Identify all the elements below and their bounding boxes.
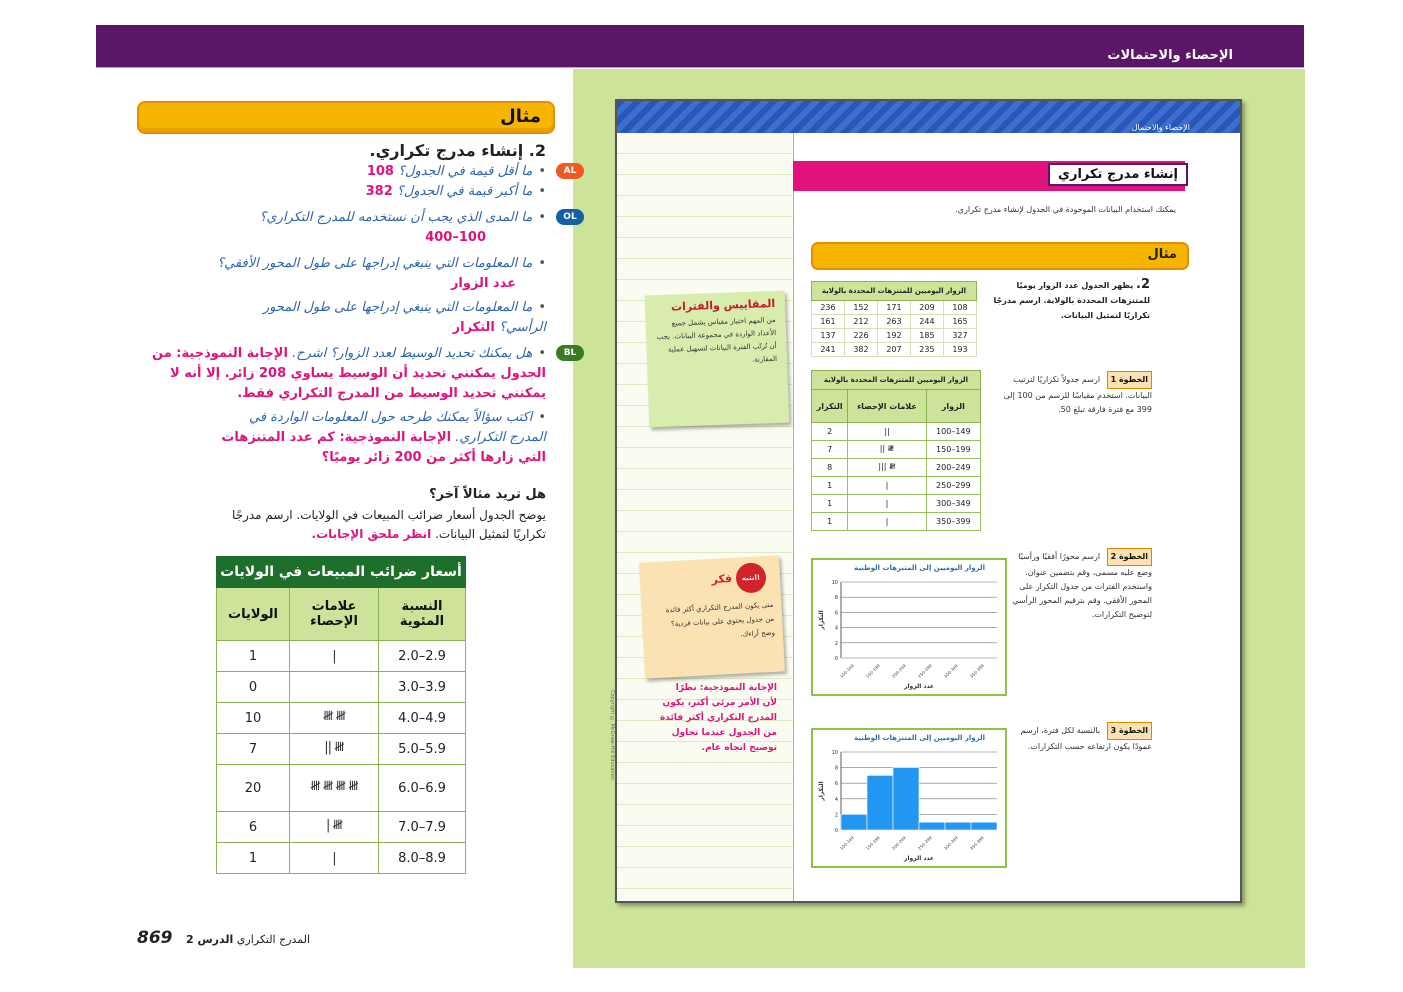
filled-histogram-chart [811, 728, 1007, 868]
histogram-bar [971, 822, 997, 830]
x-tick-label: 100–149 [838, 663, 855, 679]
al-badge: AL [556, 163, 584, 179]
question-item [136, 344, 577, 404]
column-header: الولايات [217, 588, 290, 641]
lesson-title: إنشاء مدرج تكراري [1048, 163, 1188, 186]
step-3-tag: الخطوة 3 [1107, 722, 1152, 740]
histogram-bar [893, 768, 919, 830]
x-axis-label: عدد الزوار [903, 683, 935, 690]
footer-topic: المدرج التكراري [236, 933, 311, 946]
table-title: الزوار اليوميين للمتنزهات المحددة بالولاية [812, 371, 981, 390]
table-row: 241 382 207 235 193 [812, 343, 977, 357]
y-tick-label: 6 [834, 781, 838, 788]
step-1-tag: الخطوة 1 [1107, 371, 1152, 389]
vocab-note [645, 291, 790, 428]
table-row: 7.0–7.9 𝍸 | 6 [217, 812, 466, 843]
column-header: التكرار [812, 390, 848, 423]
bl-badge: BL [556, 345, 584, 361]
y-tick-label: 4 [834, 625, 838, 632]
question-item [256, 298, 546, 338]
stop-sign-icon: انتبه! [735, 562, 767, 594]
sales-tax-table [216, 556, 466, 874]
x-tick-label: 300–349 [942, 663, 959, 679]
inner-header-title: الإحصاء والاحتمال [1131, 123, 1190, 132]
table-row: 4.0–4.9 𝍸 𝍸 10 [217, 703, 466, 734]
y-tick-label: 10 [831, 750, 838, 756]
stop-and-think-note [639, 555, 785, 678]
question-text: • ما أكبر قيمة في الجدول؟ [397, 184, 546, 199]
sidebar-answer: الإجابة النموذجية: نظرًا لأن الأمر مرئي أكثر، يكون المدرج التكراري أكثر فائدة من الجدول عندما تحاول توضيح اتجاه عام. [659, 683, 777, 753]
column-header: النسبة المئوية [379, 588, 466, 641]
table-row: 300–349 | 1 [812, 495, 981, 513]
step-1-text: ارسم جدولاً تكراريًا لترتيب البيانات. استخدم مقياسًا للرسم من 100 إلى 399 مع فترة فارقة تبلغ 50. [1003, 375, 1152, 414]
question-text: • ما المدى الذي يجب أن نستخدمه للمدرج التكراري؟ [260, 210, 547, 225]
y-tick-label: 2 [834, 640, 838, 647]
x-tick-label: 150–199 [864, 663, 881, 679]
inner-sidebar [617, 133, 794, 901]
chapter-title: الإحصاء والاحتمالات [1107, 48, 1233, 63]
table-title: أسعار ضرائب المبيعات في الولايات [217, 557, 466, 588]
column-header: علامات الإحصاء [290, 588, 379, 641]
step-2 [1010, 548, 1152, 622]
table-row: 150–199 𝍸 || 7 [812, 441, 981, 459]
x-tick-label: 350–399 [968, 663, 985, 679]
answer-text: 100–400 [425, 230, 486, 245]
x-tick-label: 200–249 [890, 663, 907, 679]
x-tick-label: 300–349 [942, 835, 959, 851]
y-axis-label: التكرار [818, 610, 825, 630]
column-header: علامات الإحصاء [848, 390, 926, 423]
step-1 [1000, 371, 1152, 417]
vocab-note-title: المقاييس والفترات [670, 296, 776, 314]
y-tick-label: 2 [834, 812, 838, 819]
copyright-credit: Copyright © McGraw-Hill Education [609, 690, 615, 780]
answer-text: 108 [366, 164, 394, 179]
table-row: 2.0–2.9 | 1 [217, 641, 466, 672]
teaching-questions [136, 162, 577, 468]
y-tick-label: 10 [831, 580, 838, 586]
student-page-thumbnail [615, 99, 1242, 903]
question-text: • اكتب سؤالاً يمكنك طرحه حول المعلومات الواردة في المدرج التكراري. [249, 410, 546, 445]
inner-example-banner [811, 242, 1189, 270]
y-tick-label: 6 [834, 610, 838, 617]
example-banner [137, 101, 555, 134]
top-rule [96, 67, 1304, 68]
footer-lesson: الدرس 2 [186, 933, 234, 946]
page-footer [137, 928, 310, 948]
problem-statement [975, 277, 1150, 323]
y-tick-label: 4 [834, 796, 838, 803]
histogram-svg [813, 560, 1005, 694]
another-example-answer: انظر ملحق الإجابات. [311, 527, 432, 541]
step-3 [1018, 722, 1152, 754]
another-example-text: يوضح الجدول أسعار ضرائب المبيعات في الولايات. ارسم مدرجًا تكراريًا لتمثيل البيانات. [232, 508, 546, 541]
example-heading [370, 141, 547, 160]
x-tick-label: 150–199 [864, 835, 881, 851]
table-row: 5.0–5.9 𝍸 || 7 [217, 734, 466, 765]
x-tick-label: 100–149 [838, 835, 855, 851]
table-row: 100–149 || 2 [812, 423, 981, 441]
y-tick-label: 8 [834, 595, 838, 602]
question-text: • هل يمكنك تحديد الوسيط لعدد الزوار؟ اشرح. [292, 346, 546, 361]
table-row: 350–399 | 1 [812, 513, 981, 531]
table-row: 137 226 192 185 327 [812, 329, 977, 343]
y-axis-label: التكرار [818, 781, 825, 801]
x-axis-label: عدد الزوار [903, 855, 935, 862]
question-item [136, 182, 546, 202]
stop-note-title: فكر [711, 571, 733, 586]
problem-number: 2. [1136, 277, 1150, 292]
step-2-tag: الخطوة 2 [1107, 548, 1152, 566]
table-row: 236 152 171 209 108 [812, 301, 977, 315]
question-item [136, 254, 546, 294]
problem-text: يظهر الجدول عدد الزوار يوميًا للمتنزهات المحددة بالولاية. ارسم مدرجًا تكراريًا لتمثيل البيانات. [993, 281, 1150, 320]
ol-badge: OL [556, 209, 584, 225]
example-title: إنشاء مدرج تكراري. [369, 141, 524, 160]
answer-text: الإجابة النموذجية: كم عدد المتنزهات التي زارها أكثر من 200 زائر يوميًا؟ [221, 430, 546, 465]
table-row: 6.0–6.9 𝍸 𝍸 𝍸 𝍸 20 [217, 765, 466, 812]
question-text: • ما المعلومات التي ينبغي إدراجها على طول المحور الأفقي؟ [217, 256, 546, 271]
answer-text: عدد الزوار [450, 276, 516, 291]
example-banner-label: مثال [500, 106, 541, 127]
vocab-note-body: من المهم اختيار مقياس يشمل جميع الأعداد الواردة في مجموعة البيانات. يجب أن تُرتّب الفترة البيانات لتسهيل عملية المقارنة. [656, 315, 778, 364]
chart-title: الزوار اليوميين إلى المتنزهات الوطنية [854, 564, 985, 572]
table-row: 250–299 | 1 [812, 477, 981, 495]
x-tick-label: 250–299 [916, 835, 933, 851]
x-tick-label: 250–299 [916, 663, 933, 679]
inner-example-banner-label: مثال [1147, 247, 1177, 262]
question-text: • ما أقل قيمة في الجدول؟ [398, 164, 546, 179]
example-number: 2. [528, 141, 546, 160]
empty-histogram-chart [811, 558, 1007, 696]
answer-text: التكرار [452, 320, 495, 335]
histogram-bar [841, 814, 867, 830]
x-tick-label: 200–249 [890, 835, 907, 851]
histogram-bar [867, 775, 893, 830]
y-tick-label: 0 [834, 828, 838, 834]
step-3-text: بالنسبة لكل فترة، ارسم عمودًا يكون ارتفاعه حسب التكرارات. [1020, 726, 1152, 751]
histogram-bar [945, 822, 971, 830]
histogram-bar [919, 822, 945, 830]
frequency-table [811, 370, 981, 531]
question-text: • ما المعلومات التي ينبغي إدراجها على طول المحور الرأسي؟ [263, 300, 546, 335]
question-item [136, 208, 577, 248]
stop-note-body: متى يكون المدرج التكراري أكثر فائدة من جدول يحتوي على بيانات فردية؟ وضح آراءك. [665, 600, 776, 639]
raw-visitors-table [811, 281, 977, 357]
answer-text: الإجابة النموذجية: من الجدول يمكنني تحديد أن الوسيط يساوي 208 زائر. إلا أنه لا يمكنني تحديد الوسيط من المدرج التكراري فقط. [152, 346, 546, 401]
column-header: الزوار [926, 390, 980, 423]
another-example-body [226, 506, 546, 544]
question-item [136, 162, 577, 182]
chart-title: الزوار اليوميين إلى المتنزهات الوطنية [854, 734, 985, 742]
answer-text: 382 [365, 184, 393, 199]
question-item [216, 408, 546, 468]
another-example-title: هل تريد مثالاً آخر؟ [429, 487, 546, 502]
table-row: 3.0–3.9 0 [217, 672, 466, 703]
step-2-text: ارسم محورًا أفقيًا ورأسيًا وضع عليه مسمى، وقم بتضمين عنوان. واستخدم الفترات من جدول التكرار على المحور الأفقي. وقم بترقيم المحور الرأسي لتوضيح التكرارات. [1012, 552, 1152, 619]
table-row: 161 212 263 244 165 [812, 315, 977, 329]
table-row: 8.0–8.9 | 1 [217, 843, 466, 874]
y-tick-label: 0 [834, 656, 838, 662]
y-tick-label: 8 [834, 765, 838, 772]
table-row: 200–249 𝍸 ||| 8 [812, 459, 981, 477]
histogram-svg [813, 730, 1005, 866]
lesson-intro: يمكنك استخدام البيانات الموجودة في الجدول لإنشاء مدرج تكراري. [955, 205, 1176, 214]
x-tick-label: 350–399 [968, 835, 985, 851]
page-number: 869 [137, 928, 173, 948]
table-title: الزوار اليوميين للمتنزهات المحددة بالولاية [812, 282, 977, 301]
